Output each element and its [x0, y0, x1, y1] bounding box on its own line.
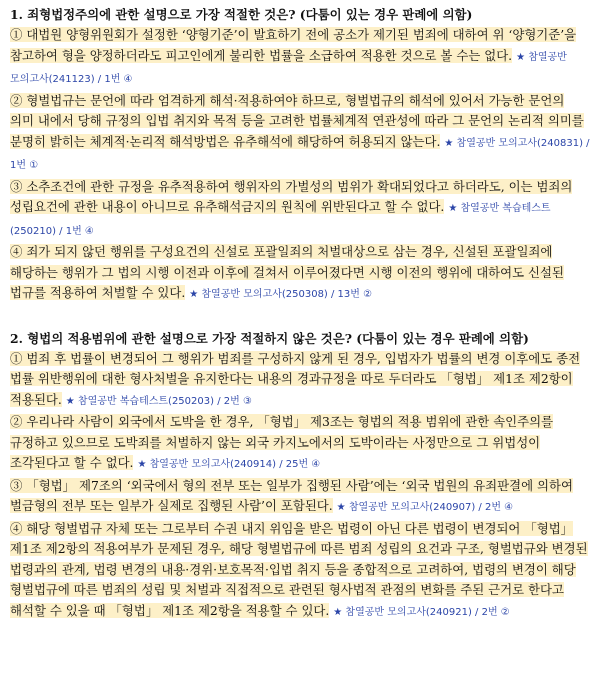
question-2-option-3: [10, 476, 590, 519]
question-1-title: 1. 죄형법정주의에 관한 설명으로 가장 적절한 것은? (다툼이 있는 경우 판례에 의함): [10, 7, 473, 22]
option-text: ④ 해당 형벌법규 자체 또는 그로부터 수권 내지 위임을 받은 법령이 아닌 다른 법령이 변경되어 「형법」 제1조 제2항의 적용여부가 문제된 경우, 해당 형벌법규에 따른 범죄 성립의 요건과 구조, 형벌법규와 변경된 법령과의 관계, 법령 변경의 내용·경위·보호목적·입법 취지 등을 종합적으로 고려하여, 법령의 변경이 해당 형벌법규에 따른 범죄의 성립 및 처벌과 직접적으로 관련된 형사법적 관점의 변화를 주된 근거로 한다고 해석할 수 있을 때 「형법」 제1조 제2항을 적용할 수 있다.: [10, 520, 588, 618]
option-text: ② 우리나라 사람이 외국에서 도박을 한 경우, 「형법」 제3조는 형법의 적용 범위에 관한 속인주의를 규정하고 있으므로 도박죄를 처벌하지 않는 외국 카지노에서의 도박이라는 사정만으로 그 위법성이 조각된다고 할 수 없다.: [10, 414, 554, 470]
question-1-option-2: [10, 91, 590, 177]
question-2-title: 2. 형법의 적용범위에 관한 설명으로 가장 적절하지 않은 것은? (다툼이 있는 경우 판례에 의함): [10, 330, 529, 346]
option-text: ④ 죄가 되지 않던 행위를 구성요건의 신설로 포괄일죄의 처벌대상으로 삼는 경우, 신설된 포괄일죄에 해당하는 행위가 그 법의 시행 이전과 이후에 걸쳐서 이루어졌다면 시행 이전의 행위에 대하여도 신설된 법규를 적용하여 처벌할 수 있다.: [10, 244, 564, 300]
option-text: ③ 「형법」 제7조의 ‘외국에서 형의 전부 또는 일부가 집행된 사람’에는 ‘외국 법원의 유죄판결에 의하여 벌금형의 전부 또는 일부가 실제로 집행된 사람’이 포함된다.: [10, 477, 573, 513]
option-source: ★ 참열공반 모의고사(241123) / 1번 ④: [10, 51, 567, 85]
option-source: ★ 참열공반 복습테스트(250203) / 2번 ③: [65, 395, 252, 407]
question-2: [10, 328, 590, 624]
option-source: ★ 참열공반 모의고사(240831) / 1번 ①: [10, 137, 590, 171]
option-text: ② 형벌법규는 문언에 따라 엄격하게 해석·적용하여야 하므로, 형벌법규의 해석에 있어서 가능한 문언의 의미 내에서 당해 규정의 입법 취지와 목적 등을 고려한 법률체계적 연관성에 따라 그 문언의 논리적 의미를 분명히 밝히는 체계적·논리적 해석방법은 유추해석에 해당하여 허용되지 않는다.: [10, 92, 584, 149]
question-1-option-3: [10, 177, 590, 243]
question-2-option-1: [10, 349, 590, 413]
question-1: [10, 4, 590, 306]
option-source: ★ 참열공반 모의고사(240907) / 2번 ④: [336, 502, 514, 513]
question-spacer: [10, 306, 590, 328]
question-1-option-4: [10, 242, 590, 306]
option-text: ③ 소추조건에 관한 규정을 유추적용하여 행위자의 가벌성의 범위가 확대되었다고 하더라도, 이는 범죄의 성립요건에 관한 내용이 아니므로 유추해석금지의 원칙에 위반된다고 할 수 없다.: [10, 178, 573, 214]
option-source: ★ 참열공반 모의고사(240914) / 25번 ④: [137, 459, 321, 470]
option-text: ① 대법원 양형위원회가 설정한 ‘양형기준’이 발효하기 전에 공소가 제기된 범죄에 대하여 위 ‘양형기준’을 참고하여 형을 양정하더라도 피고인에게 불리한 법률을 소급하여 적용한 것으로 볼 수는 없다.: [10, 27, 577, 63]
question-2-option-4: [10, 519, 590, 624]
option-source: ★ 참열공반 복습테스트(250210) / 1번 ④: [10, 203, 551, 237]
option-source: ★ 참열공반 모의고사(250308) / 13번 ②: [189, 289, 373, 300]
option-text: ① 범죄 후 법률이 변경되어 그 행위가 범죄를 구성하지 않게 된 경우, 입법자가 법률의 변경 이후에도 종전 법률 위반행위에 대한 형사처벌을 유지한다는 내용의 경과규정을 따로 두더라도 「형법」 제1조 제2항이 적용된다.: [10, 350, 581, 407]
question-1-option-1: [10, 25, 590, 91]
question-2-option-2: [10, 412, 590, 476]
option-source: ★ 참열공반 모의고사(240921) / 2번 ②: [333, 606, 510, 618]
